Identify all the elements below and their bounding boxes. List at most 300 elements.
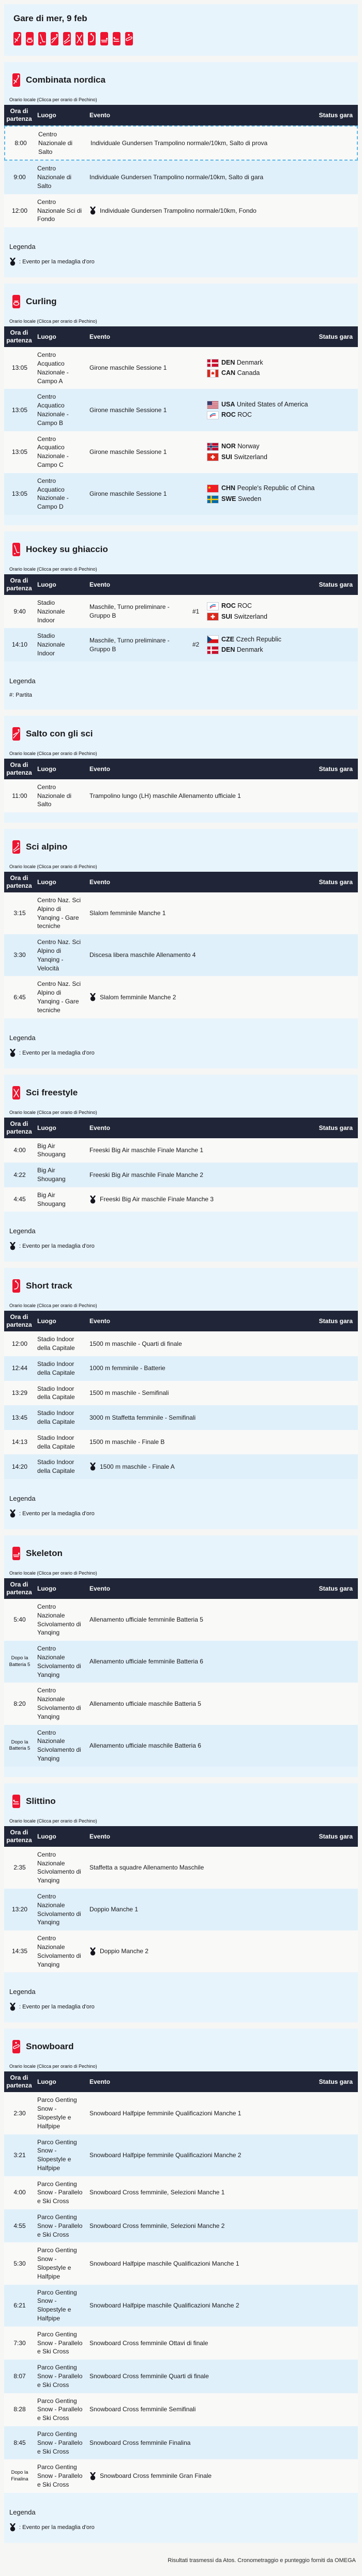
start-time: 4:00: [13, 2189, 26, 2196]
event-name: Doppio Manche 1: [89, 1906, 139, 1913]
salto-con-gli-sci-icon: [12, 727, 20, 741]
legend: [4, 1018, 358, 1065]
table-row[interactable]: [4, 2426, 358, 2459]
start-time: Dopo la Batteria 5: [9, 1655, 31, 1668]
country-name: ROC: [237, 411, 252, 419]
event-name: Individuale Gundersen Trampolino normale/10km, Salto di prova: [90, 139, 268, 147]
section-header: [4, 2029, 358, 2064]
start-time: 13:05: [11, 448, 28, 455]
legend-medal-line: : Evento per la medaglia d'oro: [9, 2523, 353, 2532]
country-code: ROC: [221, 411, 236, 419]
col-time: Ora di partenza: [6, 874, 32, 890]
venue: Centro Nazionale di Salto: [38, 131, 73, 155]
start-time: 4:45: [13, 1196, 26, 1203]
section-slittino: [4, 1783, 358, 2023]
schedule-table: [4, 872, 358, 1018]
venue: Centro Naz. Sci Alpino di Yanqing - Gare tecniche: [37, 980, 81, 1014]
event-name: Maschile, Turno preliminare - Gruppo B: [89, 603, 170, 620]
col-venue: Luogo: [37, 112, 56, 119]
venue: Stadio Indoor della Capitale: [37, 1409, 75, 1426]
sections-container: [0, 62, 362, 2543]
section-short-track: [4, 1268, 358, 1529]
flag-nor-icon: [207, 443, 219, 451]
table-row[interactable]: [4, 1381, 358, 1406]
legend-title: Legenda: [9, 1033, 36, 1042]
event-name: Girone maschile Sessione 1: [89, 490, 167, 497]
team: [207, 453, 354, 462]
flag-den-icon: [207, 359, 219, 367]
timezone-toggle[interactable]: Orario locale (Clicca per orario di Pechino): [4, 1110, 97, 1118]
sport-nav-short-track[interactable]: [88, 32, 96, 45]
event-name: Slalom femminile Manche 2: [85, 989, 358, 1006]
venue: Parco Genting Snow - Parallelo e Ski Cross: [37, 2213, 83, 2238]
snowboard-icon: [12, 2040, 20, 2053]
start-time: 8:20: [13, 1700, 26, 1707]
table-row[interactable]: [4, 1930, 358, 1972]
country-code: SWE: [221, 495, 236, 502]
col-status: Status gara: [319, 333, 353, 341]
venue: Centro Acquatico Nazionale - Campo C: [37, 435, 69, 468]
table-row[interactable]: [4, 1356, 358, 1381]
schedule-table: [4, 326, 358, 515]
timezone-toggle[interactable]: Orario locale (Clicca per orario di Pechino): [4, 2064, 97, 2071]
start-time: 13:05: [11, 364, 28, 372]
country-code: USA: [221, 400, 235, 408]
table-row[interactable]: [4, 1683, 358, 1724]
flag-den-icon: [207, 646, 219, 654]
schedule-table: [4, 105, 358, 227]
table-row[interactable]: [4, 2242, 358, 2284]
legend-medal-line: : Evento per la medaglia d'oro: [9, 258, 353, 266]
venue: Centro Nazionale Scivolamento di Yanqing: [37, 1687, 81, 1720]
venue: Centro Acquatico Nazionale - Campo D: [37, 477, 69, 511]
legend-title: Legenda: [9, 1495, 36, 1502]
table-header: [4, 1826, 358, 1847]
legend-title: Legenda: [9, 243, 36, 251]
team: [207, 602, 354, 611]
section-combinata-nordica: [4, 62, 358, 277]
table-row[interactable]: [4, 1889, 358, 1930]
table-header: [4, 872, 358, 892]
col-status: Status gara: [319, 2078, 353, 2086]
country-code: NOR: [221, 443, 236, 450]
section-salto-con-gli-sci: [4, 716, 358, 823]
table-header: [4, 326, 358, 347]
venue: Centro Acquatico Nazionale - Campo B: [37, 393, 69, 427]
timezone-toggle[interactable]: Orario locale (Clicca per orario di Pechino): [4, 751, 97, 759]
table-row[interactable]: [4, 1599, 358, 1641]
table-row[interactable]: [4, 347, 358, 389]
venue: Centro Nazionale Scivolamento di Yanqing: [37, 1645, 81, 1678]
table-row[interactable]: [4, 2134, 358, 2176]
section-title: Sci freestyle: [26, 1087, 78, 1097]
table-row[interactable]: [4, 125, 358, 161]
event-name: 1500 m maschile - Quarti di finale: [89, 1340, 182, 1347]
gold-medal-icon: [9, 258, 16, 266]
country-name: ROC: [237, 602, 252, 610]
timezone-toggle[interactable]: Orario locale (Clicca per orario di Pechino): [4, 319, 97, 326]
venue: Parco Genting Snow -Slopestyle e Halfpipe: [37, 2096, 77, 2130]
section-header: [4, 829, 358, 864]
event-name: Snowboard Cross femminile Gran Finale: [85, 2468, 358, 2484]
col-event: Evento: [89, 112, 111, 119]
venue: Stadio Indoor della Capitale: [37, 1385, 75, 1401]
table-row[interactable]: [4, 1454, 358, 1479]
start-time: 5:30: [13, 2259, 26, 2267]
timezone-toggle[interactable]: Orario locale (Clicca per orario di Pechino): [4, 864, 97, 872]
venue: Parco Genting Snow -Slopestyle e Halfpipe: [37, 2288, 77, 2322]
venue: Centro Acquatico Nazionale - Campo A: [37, 351, 69, 385]
table-row[interactable]: [4, 2327, 358, 2360]
event-name: Girone maschile Sessione 1: [89, 364, 167, 372]
col-venue: Luogo: [37, 1585, 56, 1592]
country-code: SUI: [221, 612, 232, 620]
event-name: Slalom femminile Manche 1: [89, 909, 166, 917]
start-time: 4:00: [13, 1146, 26, 1154]
table-row[interactable]: [4, 976, 358, 1018]
gold-medal-icon: [89, 207, 96, 215]
start-time: 2:30: [13, 2109, 26, 2117]
gold-medal-icon: [89, 1196, 96, 1204]
start-time: 4:22: [13, 1171, 26, 1179]
table-header: [4, 1311, 358, 1331]
page-header: [4, 4, 358, 56]
col-venue: Luogo: [37, 333, 56, 341]
start-time: 11:00: [12, 792, 27, 799]
match-number: #2: [192, 641, 200, 649]
match-number: #1: [192, 607, 200, 615]
event-name: Snowboard Cross femminile Ottavi di finale: [89, 2339, 208, 2347]
section-title: Snowboard: [26, 2041, 74, 2052]
legend-medal-line: : Evento per la medaglia d'oro: [9, 1510, 353, 1518]
venue: Stadio Indoor della Capitale: [37, 1360, 75, 1376]
sport-nav: [12, 32, 350, 54]
venue: Parco Genting Snow -Slopestyle e Halfpipe: [37, 2247, 77, 2280]
start-time: 8:45: [13, 2439, 26, 2446]
table-row[interactable]: [4, 595, 358, 628]
skeleton-icon: [12, 1547, 20, 1560]
start-time: 3:30: [13, 951, 26, 959]
section-skeleton: [4, 1535, 358, 1777]
venue: Centro Nazionale di Salto: [37, 783, 72, 808]
event-name: Doppio Manche 2: [85, 1943, 358, 1959]
teams: [207, 632, 358, 658]
sport-nav-slittino[interactable]: [113, 32, 120, 45]
start-time: 12:00: [11, 1340, 28, 1347]
event-name: Snowboard Halfpipe femminile Qualificazioni Manche 1: [89, 2109, 242, 2117]
venue: Centro Nazionale Sci di Fondo: [37, 198, 82, 223]
col-status: Status gara: [319, 1832, 353, 1840]
venue: Centro Nazionale Scivolamento di Yanqing: [37, 1729, 81, 1762]
flag-roc-icon: [207, 602, 219, 610]
gold-medal-icon: [9, 2523, 16, 2532]
sport-nav-sci-alpino[interactable]: [63, 32, 71, 45]
timezone-toggle[interactable]: Orario locale (Clicca per orario di Pechino): [4, 1818, 97, 1826]
country-code: CZE: [221, 635, 234, 643]
event-name: 3000 m Staffetta femminile - Semifinali: [89, 1413, 196, 1421]
slittino-icon: [12, 1795, 20, 1808]
section-title: Sci alpino: [26, 842, 68, 852]
flag-roc-icon: [207, 411, 219, 419]
start-time: 2:35: [13, 1863, 26, 1871]
start-time: 5:40: [13, 1616, 26, 1624]
country-name: Switzerland: [234, 612, 267, 620]
venue: Parco Genting Snow - Parallelo e Ski Cross: [37, 2330, 83, 2355]
table-row[interactable]: [4, 1331, 358, 1356]
section-hockey-su-ghiaccio: [4, 531, 358, 710]
start-time: 14:10: [11, 641, 28, 649]
section-title: Slittino: [26, 1796, 56, 1806]
section-header: [4, 531, 358, 567]
table-row[interactable]: [4, 1430, 358, 1455]
table-row[interactable]: [4, 194, 358, 227]
table-row[interactable]: [4, 779, 358, 812]
col-event: Evento: [89, 1124, 111, 1132]
results-credit: Risultati trasmessi da Atos. Cronometraggio e punteggio forniti da OMEGA: [0, 2549, 362, 2576]
schedule-table: [4, 2071, 358, 2492]
section-header: [4, 716, 358, 751]
venue: Stadio Indoor della Capitale: [37, 1434, 75, 1450]
legend-medal-line: : Evento per la medaglia d'oro: [9, 1242, 353, 1250]
event-name: Girone maschile Sessione 1: [89, 406, 167, 414]
sport-nav-sci-freestyle[interactable]: [76, 32, 83, 45]
event-name: Maschile, Turno preliminare - Gruppo B: [89, 636, 170, 653]
legend: [4, 662, 358, 706]
event-name: 1500 m maschile - Finale B: [89, 1438, 165, 1446]
table-row[interactable]: [4, 2209, 358, 2242]
table-header: [4, 759, 358, 779]
venue: Centro Nazionale Scivolamento di Yanqing: [37, 1892, 81, 1926]
table-row[interactable]: [4, 1163, 358, 1187]
country-name: Denmark: [236, 646, 263, 653]
col-event: Evento: [89, 1832, 111, 1840]
country-name: Denmark: [236, 358, 263, 366]
table-row[interactable]: [4, 1725, 358, 1767]
country-name: United States of America: [236, 400, 308, 408]
col-venue: Luogo: [37, 878, 56, 886]
start-time: 8:28: [13, 2406, 26, 2413]
event-name: Snowboard Halfpipe femminile Qualificazioni Manche 2: [89, 2151, 242, 2159]
section-snowboard: [4, 2029, 358, 2542]
table-row[interactable]: [4, 628, 358, 661]
sport-nav-curling[interactable]: [26, 32, 34, 45]
col-status: Status gara: [319, 580, 353, 588]
gold-medal-icon: [9, 1049, 16, 1057]
table-header: [4, 2071, 358, 2092]
start-time: 13:05: [11, 406, 28, 414]
teams: [207, 355, 358, 382]
event-name: Snowboard Cross femminile Quarti di finale: [89, 2373, 209, 2380]
event-name: Snowboard Cross femminile Finalina: [89, 2439, 191, 2446]
table-row[interactable]: [4, 1847, 358, 1889]
curling-icon: [12, 295, 20, 308]
table-row[interactable]: [4, 2092, 358, 2134]
event-name: Snowboard Cross femminile, Selezioni Manche 2: [89, 2222, 225, 2229]
table-row[interactable]: [4, 1405, 358, 1430]
section-header: [4, 284, 358, 319]
col-venue: Luogo: [37, 1317, 56, 1325]
legend: [4, 1479, 358, 1526]
venue: Big Air Shougang: [37, 1191, 66, 1207]
start-time: 4:55: [13, 2222, 26, 2229]
col-venue: Luogo: [37, 1124, 56, 1132]
teams: [207, 397, 358, 423]
start-time: 13:20: [11, 1906, 28, 1913]
venue: Stadio Indoor della Capitale: [37, 1336, 75, 1352]
team: [207, 646, 354, 655]
section-header: [4, 1535, 358, 1570]
team: [207, 411, 354, 420]
table-row[interactable]: [4, 473, 358, 515]
legend: [4, 1212, 358, 1259]
table-row[interactable]: [4, 161, 358, 194]
event-name: Allenamento ufficiale femminile Batteria 5: [89, 1616, 203, 1624]
start-time: 13:45: [11, 1413, 28, 1421]
flag-can-icon: [207, 369, 219, 378]
sport-nav-combinata-nordica[interactable]: [13, 32, 21, 45]
timezone-toggle[interactable]: Orario locale (Clicca per orario di Pechino): [4, 97, 97, 105]
schedule-table: [4, 759, 358, 812]
country-code: CAN: [221, 369, 236, 377]
event-name: Trampolino lungo (LH) maschile Allenamento ufficiale 1: [89, 792, 241, 799]
event-name: Freeski Big Air maschile Finale Manche 1: [89, 1146, 204, 1154]
timezone-toggle[interactable]: Orario locale (Clicca per orario di Pechino): [4, 1570, 97, 1578]
country-name: Switzerland: [234, 453, 267, 461]
gold-medal-icon: [89, 1463, 96, 1471]
table-row[interactable]: [4, 2285, 358, 2327]
sport-nav-skeleton[interactable]: [100, 32, 108, 45]
table-row[interactable]: [4, 2176, 358, 2209]
start-time: 6:45: [13, 993, 26, 1001]
table-header: [4, 1578, 358, 1599]
col-event: Evento: [89, 580, 111, 588]
combinata-nordica-icon: [12, 73, 20, 87]
section-title: Hockey su ghiaccio: [26, 544, 108, 554]
sport-nav-salto-con-gli-sci[interactable]: [51, 32, 58, 45]
teams: [207, 598, 358, 625]
sport-nav-snowboard[interactable]: [125, 32, 133, 45]
table-row[interactable]: [4, 431, 358, 473]
col-venue: Luogo: [37, 580, 56, 588]
col-event: Evento: [89, 1585, 111, 1592]
team: [207, 612, 354, 622]
table-row[interactable]: [4, 2393, 358, 2426]
hockey-su-ghiaccio-icon: [12, 543, 20, 556]
country-code: SUI: [221, 453, 232, 461]
flag-sui-icon: [207, 453, 219, 461]
flag-cze-icon: [207, 635, 219, 643]
team: [207, 635, 354, 645]
col-event: Evento: [89, 765, 111, 773]
venue: Parco Genting Snow -Slopestyle e Halfpipe: [37, 2138, 77, 2172]
start-time: 12:00: [11, 207, 28, 214]
col-event: Evento: [89, 1317, 111, 1325]
country-name: People's Republic of China: [237, 484, 315, 492]
start-time: 14:35: [11, 1947, 28, 1955]
section-title: Salto con gli sci: [26, 728, 93, 739]
venue: Stadio Nazionale Indoor: [37, 599, 65, 624]
team: [207, 484, 354, 493]
table-row[interactable]: [4, 1641, 358, 1683]
flag-sui-icon: [207, 612, 219, 621]
teams: [207, 480, 358, 507]
event-name: Snowboard Cross femminile, Selezioni Manche 1: [89, 2189, 225, 2196]
start-time: 7:30: [13, 2339, 26, 2347]
legend-title: Legenda: [9, 2508, 36, 2516]
gold-medal-icon: [89, 2472, 96, 2480]
section-header: [4, 1075, 358, 1110]
start-time: 3:15: [13, 909, 26, 917]
country-code: DEN: [221, 646, 235, 653]
sport-nav-hockey-su-ghiaccio[interactable]: [38, 32, 46, 45]
col-event: Evento: [89, 2078, 111, 2086]
table-row[interactable]: [4, 389, 358, 431]
venue: Parco Genting Snow - Parallelo e Ski Cross: [37, 2430, 83, 2455]
legend-title: Legenda: [9, 1227, 36, 1235]
venue: Stadio Indoor della Capitale: [37, 1458, 75, 1475]
start-time: 3:21: [13, 2151, 26, 2159]
timezone-toggle[interactable]: Orario locale (Clicca per orario di Pechino): [4, 1303, 97, 1311]
start-time: 9:40: [13, 607, 26, 615]
table-row[interactable]: [4, 1138, 358, 1163]
country-name: Canada: [237, 369, 260, 377]
country-name: Sweden: [237, 495, 262, 502]
event-name: Allenamento ufficiale maschile Batteria 5: [89, 1700, 201, 1707]
schedule-table: [4, 1311, 358, 1479]
event-name: Staffetta a squadre Allenamento Maschile: [89, 1863, 204, 1871]
col-venue: Luogo: [37, 1832, 56, 1840]
col-status: Status gara: [319, 1585, 353, 1592]
venue: Parco Genting Snow - Parallelo e Ski Cross: [37, 2463, 83, 2488]
country-name: Czech Republic: [236, 635, 282, 643]
country-code: CHN: [221, 484, 236, 492]
event-name: 1500 m maschile - Semifinali: [89, 1389, 169, 1397]
start-time: 8:07: [13, 2373, 26, 2380]
team: [207, 400, 354, 410]
table-row[interactable]: [4, 1187, 358, 1212]
start-time: 6:21: [13, 2301, 26, 2309]
table-row[interactable]: [4, 2459, 358, 2492]
section-header: [4, 62, 358, 97]
table-row[interactable]: [4, 892, 358, 934]
venue: Centro Naz. Sci Alpino di Yanqing - Gare tecniche: [37, 897, 81, 930]
gold-medal-icon: [89, 993, 96, 1001]
table-row[interactable]: [4, 2360, 358, 2393]
legend-medal-line: : Evento per la medaglia d'oro: [9, 2003, 353, 2011]
start-time: 9:00: [13, 174, 26, 181]
col-time: Ora di partenza: [6, 1313, 32, 1329]
event-name: Individuale Gundersen Trampolino normale/10km, Fondo: [85, 203, 358, 219]
col-time: Ora di partenza: [6, 329, 32, 344]
section-curling: [4, 284, 358, 525]
col-time: Ora di partenza: [6, 2074, 32, 2090]
team: [207, 358, 354, 368]
event-name: Snowboard Halfpipe maschile Qualificazioni Manche 1: [89, 2259, 239, 2267]
page-title: Gare di mer, 9 feb: [13, 13, 87, 23]
col-status: Status gara: [319, 112, 353, 119]
col-time: Ora di partenza: [6, 1120, 32, 1135]
col-venue: Luogo: [37, 2078, 56, 2086]
start-time: Dopo la Finalina: [11, 2470, 28, 2482]
legend: [4, 227, 358, 274]
table-header: [4, 1118, 358, 1138]
venue: Centro Nazionale Scivolamento di Yanqing: [37, 1935, 81, 1968]
col-time: Ora di partenza: [6, 761, 32, 776]
table-row[interactable]: [4, 934, 358, 976]
timezone-toggle[interactable]: Orario locale (Clicca per orario di Pechino): [4, 567, 97, 574]
gold-medal-icon: [9, 1242, 16, 1250]
flag-chn-icon: [207, 484, 219, 493]
